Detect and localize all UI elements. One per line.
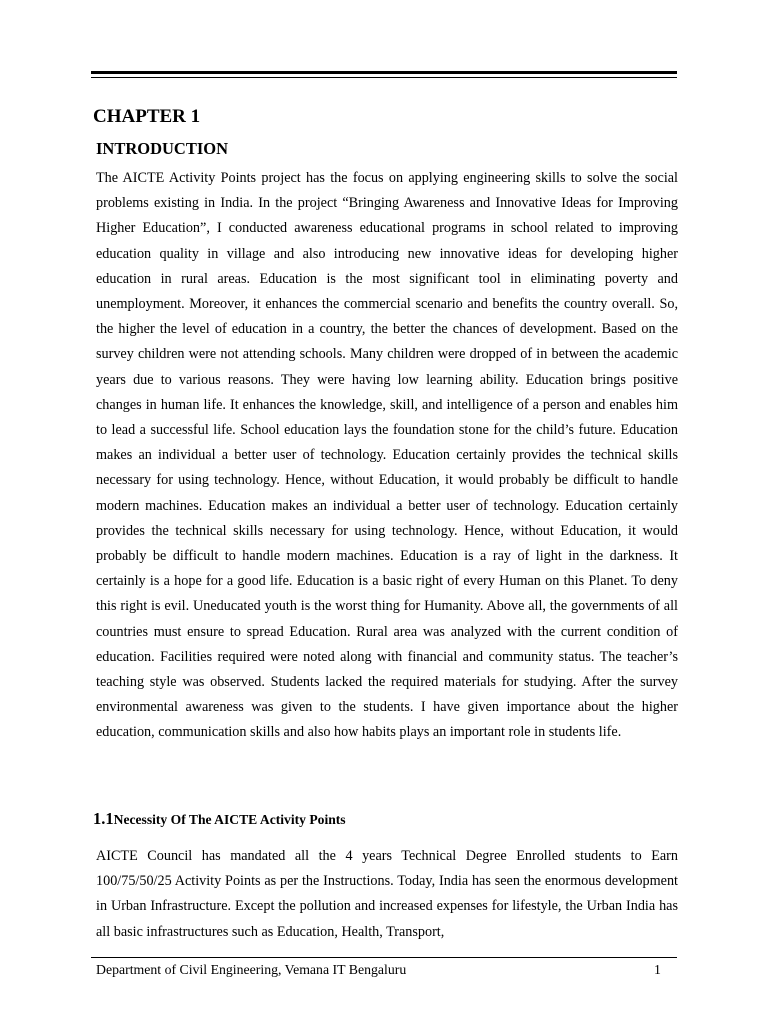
header-rule-thick xyxy=(91,71,677,74)
subsection-paragraph: AICTE Council has mandated all the 4 years Technical Degree Enrolled students to Earn 100/75/50/25 Activity Points as per the Instructions. Today, India has seen the enormous development in Urban Infrastructure. Except the pollution and increased expenses for lifestyle, the Urban India has all basic infrastructures such as Education, Health, Transport, xyxy=(96,848,678,940)
section-title: INTRODUCTION xyxy=(96,139,229,158)
page-number: 1 xyxy=(654,962,661,977)
footer-department: Department of Civil Engineering, Vemana IT Bengaluru xyxy=(96,962,407,977)
chapter-label: CHAPTER 1 xyxy=(93,106,201,127)
intro-paragraph: The AICTE Activity Points project has the focus on applying engineering skills to solve the social problems existing in India. In the project “Bringing Awareness and Innovative Ideas for Improving Higher Education”, I conducted awareness educational programs in school related to improving education quality in village and also introducing new innovative ideas for developing higher education in rural areas. Education is the most significant tool in eliminating poverty and unemployment. Moreover, it enhances the commercial scenario and benefits the country overall. So, the higher the level of education in a country, the better the chances of development. Based on the survey children were not attending schools. Many children were dropped of in between the academic years due to various reasons. They were having low learning ability. Education brings positive changes in human life. It enhances the knowledge, skill, and intelligence of a person and enables him to lead a successful life. School education lays the foundation stone for the child’s future. Education makes an individual a better user of technology. Education certainly provides the technical skills necessary for using technology. Hence, without Education, it would probably be difficult to handle modern machines. Education makes an individual a better user of technology. Education certainly provides the technical skills necessary for using technology. Hence, without Education, it would probably be difficult to handle modern machines. Education is a ray of light in the darkness. It certainly is a hope for a good life. Education is a basic right of every Human on this Planet. To deny this right is evil. Uneducated youth is the worst thing for Humanity. Above all, the governments of all countries must ensure to spread Education. Rural area was analyzed with the current condition of education. Facilities required were noted along with financial and community status. The teacher’s teaching style was observed. Students lacked the required materials for studying. After the survey environmental awareness was given to the students. I have given importance about the higher education, communication skills and also how habits plays an important role in students life. xyxy=(96,170,678,741)
header-rule-thin xyxy=(91,77,677,78)
subsection-heading xyxy=(93,808,346,831)
footer-rule xyxy=(91,957,677,958)
subsection-title: Necessity Of The AICTE Activity Points xyxy=(113,812,346,827)
subsection-number: 1.1 xyxy=(93,809,114,828)
